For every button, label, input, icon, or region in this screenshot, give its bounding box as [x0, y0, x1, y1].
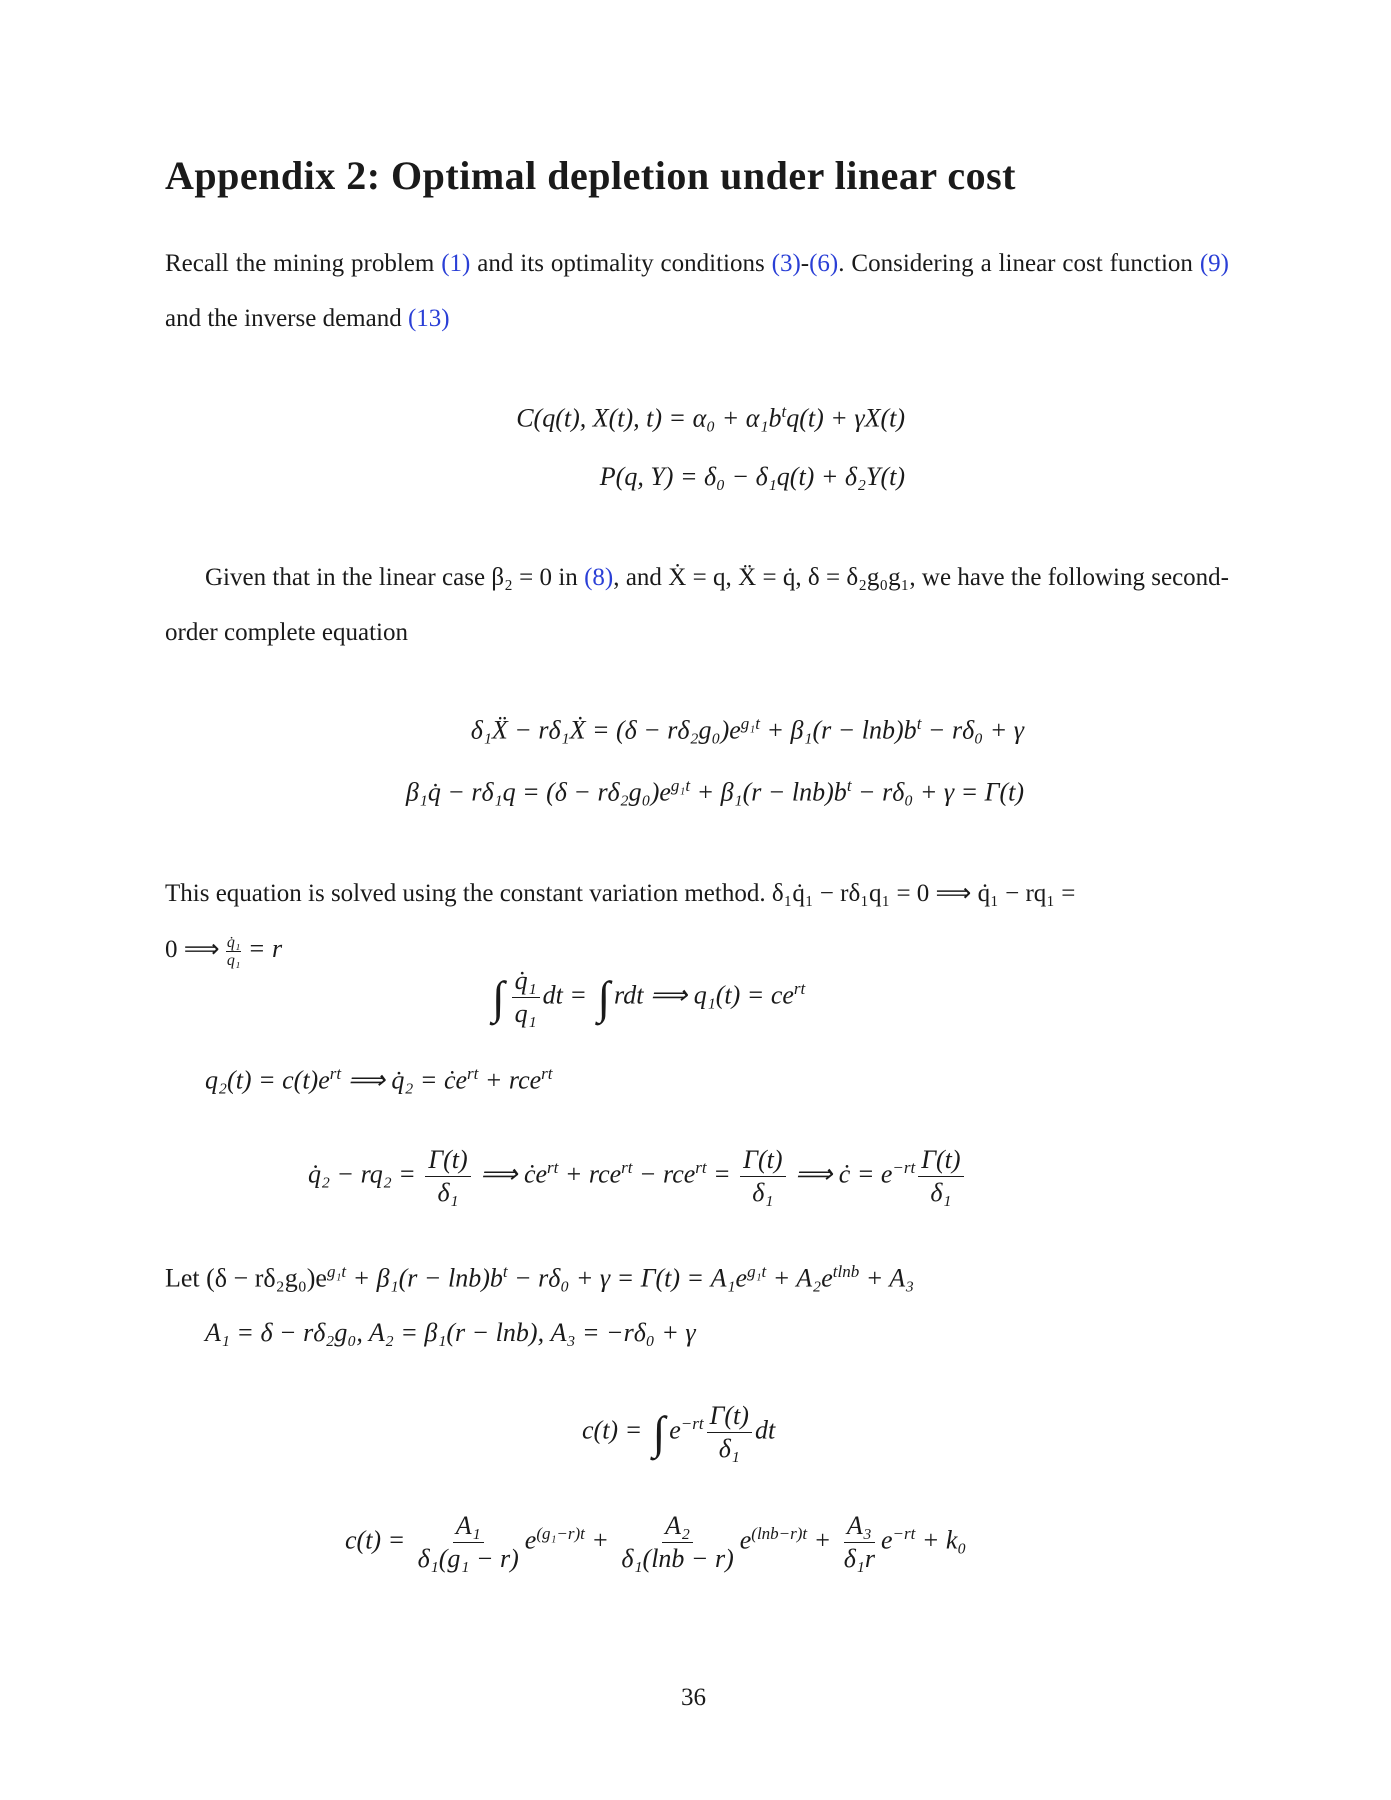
text: . Considering a linear cost function: [838, 250, 1200, 277]
text: Given that in the linear case β₂ = 0 in: [205, 564, 585, 591]
coefficient-definitions: A₁ = δ − rδ₂g₀, A₂ = β₁(r − lnb), A₃ = −rδ₀ + γ: [205, 1318, 696, 1347]
method-paragraph: This equation is solved using the constant variation method. δ₁q̇₁ − rδ₁q₁ = 0 ⟹ q̇₁ − rq₁ = 0 ⟹ $\frac{\text{q̇₁}}{\text{q₁}}$ = r: [165, 880, 1076, 969]
intro-paragraph: [165, 236, 1229, 346]
text: This equation is solved using the constant variation method. δ₁q̇₁ − rδ₁q₁ = 0 ⟹ q̇₁ − rq₁ =: [165, 880, 1076, 907]
ref-eq-8[interactable]: (8): [584, 564, 614, 591]
ref-eq-13[interactable]: (13): [407, 305, 450, 332]
ref-eq-1[interactable]: (1): [441, 250, 471, 277]
equation-demand: P(q, Y) = δ₀ − δ₁q(t) + δ₂Y(t): [599, 462, 905, 491]
page-number: 36: [681, 1684, 706, 1711]
text: -: [800, 250, 810, 277]
text: and the inverse demand: [165, 305, 408, 332]
ref-eq-3[interactable]: (3): [771, 250, 801, 277]
equation-second-order: δ₁Ẍ − rδ₁Ẋ = $(\delta - r\delta_2g_0)e^{g_1t} + \beta_1(r - \ln b)b^t - r\delta_0 + \gamma$: [470, 714, 1024, 745]
equation-q2: $q_2(t) = c(t)e^{rt}$ ⟹ q̇₂ = $ċe^{rt} + rce^{rt}$: [205, 1064, 553, 1095]
equation-integral-q1: ∫ $\frac{\text{q̇₁}}{\text{q₁}}$ dt = ∫ rdt ⟹ $q_1(t) = ce^{rt}$: [492, 966, 806, 1028]
text: and its optimality conditions: [470, 250, 772, 277]
equation-c-integral: c(t) = ∫ $e^{-rt}$ $\frac{\Gamma(t)}{\text{δ₁}}$ dt: [582, 1401, 776, 1463]
ref-eq-9[interactable]: (9): [1199, 250, 1229, 277]
text: , and Ẋ = q, Ẍ = q̇, δ = δ₂g₀g₁, we have the following second-order complete equation: [165, 564, 1230, 646]
text: Recall the mining problem: [165, 250, 442, 277]
ref-eq-6[interactable]: (6): [809, 250, 839, 277]
text: 0 ⟹: [165, 936, 226, 963]
section-title: Appendix 2: Optimal depletion under linear cost: [165, 153, 1016, 198]
linear-case-paragraph: [165, 550, 1229, 660]
fraction: $\frac{\text{q̇₁}}{\text{q₁}}$: [226, 933, 241, 969]
equation-cost: C(q(t), X(t), $t) = \alpha_0 + \alpha_1b^tq(t) + \gamma X(t)$: [516, 402, 905, 433]
let-gamma-line: Let $(\delta - r\delta_2g_0)e^{g_1t} + \beta_1(r - \ln b)b^t - r\delta_0 + \gamma = \Gamma(t) = A_1e^{g_1t} + A_2e^{tlnb} + A_3$: [165, 1262, 915, 1293]
equation-c-final: c(t) = $\frac{\text{A₁}}{\text{δ₁(g₁ − r)}}$ $e^{(g_1-r)t}$ + $\frac{\text{A₂}}{\text{δ₁(lnb − r)}}$ $e^{(lnb-r)t}$ + $\frac{\text{A₃}}{\text{δ₁r}}$ $e^{-rt} + k_0$: [345, 1511, 967, 1573]
equation-gamma: q̇₂ − rq₂ = $\frac{\Gamma(t)}{\text{δ₁}}$ ⟹ $ċe^{rt} + rce^{rt} - rce^{rt}$ = $\frac{\Gamma(t)}{\text{δ₁}}$ ⟹ ċ = $e^{-rt}$ $\frac{\Gamma(t)}{\text{δ₁}}$: [308, 1144, 967, 1209]
equation-first-order: β₁q̇ − $r\delta_1q = (\delta - r\delta_2g_0)e^{g_1t} + \beta_1(r - \ln b)b^t - r\delta_0 + \gamma = \Gamma(t)$: [405, 776, 1024, 807]
